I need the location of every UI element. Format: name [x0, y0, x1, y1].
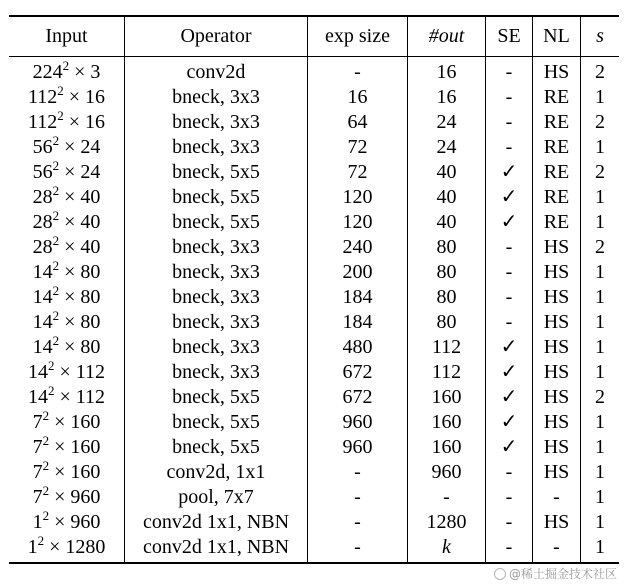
input-exponent: 2	[62, 58, 70, 73]
input-channels: × 40	[59, 211, 101, 233]
cell-nl: RE	[533, 85, 581, 110]
cell-operator: bneck, 3x3	[125, 260, 308, 285]
cell-stride: 1	[581, 360, 620, 385]
input-exponent: 2	[37, 535, 45, 548]
cell-operator: bneck, 5x5	[125, 210, 308, 235]
architecture-table	[9, 15, 619, 564]
cell-nl: HS	[533, 335, 581, 360]
cell-out: k	[408, 535, 486, 563]
watermark	[491, 564, 620, 583]
cell-out: 112	[408, 335, 486, 360]
cell-stride: 1	[581, 285, 620, 310]
cell-operator: conv2d 1x1, NBN	[125, 510, 308, 535]
cell-exp-size: 960	[308, 435, 408, 460]
cell-out: 40	[408, 210, 486, 235]
input-exponent: 2	[42, 510, 50, 523]
input-exponent: 2	[52, 135, 60, 148]
cell-stride: 1	[581, 335, 620, 360]
input-exponent: 2	[57, 85, 64, 98]
input-base: 14	[27, 361, 48, 383]
input-channels: × 80	[59, 261, 101, 283]
cell-stride: 2	[581, 385, 620, 410]
header-stride: s	[581, 16, 620, 57]
cell-exp-size: 64	[308, 110, 408, 135]
cell-input	[9, 210, 125, 235]
cell-se: -	[486, 260, 533, 285]
cell-nl: -	[533, 535, 581, 563]
cell-nl: HS	[533, 385, 581, 410]
table-row	[9, 135, 619, 160]
input-exponent: 2	[52, 260, 60, 273]
input-base: 224	[32, 61, 63, 83]
cell-out: 40	[408, 160, 486, 185]
header-out: #out	[408, 16, 486, 57]
table-row	[9, 410, 619, 435]
table-row	[9, 485, 619, 510]
cell-nl: HS	[533, 260, 581, 285]
cell-nl: HS	[533, 510, 581, 535]
cell-stride: 1	[581, 460, 620, 485]
table-row	[9, 435, 619, 460]
table-row	[9, 310, 619, 335]
input-channels: × 960	[49, 511, 101, 533]
cell-out: 160	[408, 410, 486, 435]
cell-operator: bneck, 3x3	[125, 310, 308, 335]
input-exponent: 2	[52, 310, 60, 323]
cell-input	[9, 235, 125, 260]
cell-nl: RE	[533, 160, 581, 185]
table-row	[9, 360, 619, 385]
cell-input	[9, 135, 125, 160]
cell-se: -	[486, 535, 533, 563]
cell-exp-size: 672	[308, 385, 408, 410]
cell-out: 80	[408, 235, 486, 260]
table-body	[9, 57, 619, 564]
cell-operator: bneck, 3x3	[125, 335, 308, 360]
table-row	[9, 160, 619, 185]
cell-stride: 1	[581, 185, 620, 210]
input-base: 112	[27, 111, 58, 133]
cell-operator: bneck, 5x5	[125, 185, 308, 210]
cell-input	[9, 185, 125, 210]
input-base: 7	[32, 461, 43, 483]
cell-se: ✓	[486, 410, 533, 435]
cell-exp-size: 72	[308, 160, 408, 185]
cell-nl: RE	[533, 110, 581, 135]
input-exponent: 2	[52, 335, 60, 348]
input-exponent: 2	[42, 485, 50, 498]
cell-se: ✓	[486, 210, 533, 235]
cell-operator: bneck, 3x3	[125, 135, 308, 160]
watermark-logo-icon	[494, 568, 506, 580]
header-se: SE	[486, 16, 533, 57]
input-exponent: 2	[52, 185, 60, 198]
cell-out: 160	[408, 385, 486, 410]
table-row	[9, 385, 619, 410]
cell-nl: HS	[533, 410, 581, 435]
cell-out: 112	[408, 360, 486, 385]
cell-se: -	[486, 85, 533, 110]
input-base: 28	[32, 211, 53, 233]
input-base: 7	[32, 486, 43, 508]
cell-nl: HS	[533, 285, 581, 310]
input-channels: × 112	[54, 361, 106, 383]
cell-exp-size: 200	[308, 260, 408, 285]
cell-stride: 1	[581, 135, 620, 160]
cell-exp-size: 120	[308, 210, 408, 235]
input-exponent: 2	[42, 410, 50, 423]
input-channels: × 3	[69, 61, 101, 83]
header-nl: NL	[533, 16, 581, 57]
input-channels: × 16	[63, 86, 106, 108]
cell-exp-size: -	[308, 460, 408, 485]
cell-out: 24	[408, 135, 486, 160]
cell-nl: RE	[533, 185, 581, 210]
cell-input	[9, 435, 125, 460]
input-base: 112	[27, 86, 58, 108]
cell-stride: 1	[581, 510, 620, 535]
cell-operator: bneck, 5x5	[125, 385, 308, 410]
cell-stride: 2	[581, 110, 620, 135]
input-exponent: 2	[52, 160, 60, 173]
cell-nl: HS	[533, 360, 581, 385]
cell-nl: HS	[533, 435, 581, 460]
cell-stride: 2	[581, 235, 620, 260]
table-row	[9, 335, 619, 360]
cell-exp-size: 240	[308, 235, 408, 260]
table-row	[9, 210, 619, 235]
cell-se: -	[486, 310, 533, 335]
table-row	[9, 260, 619, 285]
cell-nl: HS	[533, 57, 581, 86]
cell-stride: 1	[581, 485, 620, 510]
cell-exp-size: 120	[308, 185, 408, 210]
table-row	[9, 235, 619, 260]
cell-se: ✓	[486, 185, 533, 210]
cell-input	[9, 460, 125, 485]
cell-stride: 1	[581, 260, 620, 285]
cell-exp-size: -	[308, 57, 408, 86]
cell-stride: 1	[581, 535, 620, 563]
cell-input	[9, 57, 125, 86]
cell-stride: 1	[581, 410, 620, 435]
cell-input	[9, 385, 125, 410]
cell-exp-size: -	[308, 535, 408, 563]
input-base: 7	[32, 436, 43, 458]
cell-operator: pool, 7x7	[125, 485, 308, 510]
cell-out: 80	[408, 260, 486, 285]
cell-out: 1280	[408, 510, 486, 535]
cell-se: -	[486, 135, 533, 160]
table-header-row	[9, 16, 619, 57]
cell-se: ✓	[486, 360, 533, 385]
input-base: 14	[27, 386, 48, 408]
cell-nl: HS	[533, 460, 581, 485]
cell-out: 16	[408, 85, 486, 110]
cell-stride: 1	[581, 435, 620, 460]
header-input: Input	[45, 25, 88, 47]
cell-se: -	[486, 110, 533, 135]
table-row	[9, 85, 619, 110]
cell-operator: conv2d 1x1, NBN	[125, 535, 308, 563]
cell-stride: 2	[581, 160, 620, 185]
input-channels: × 960	[49, 486, 101, 508]
input-base: 28	[32, 186, 53, 208]
cell-se: -	[486, 235, 533, 260]
cell-input	[9, 360, 125, 385]
input-channels: × 24	[59, 136, 101, 158]
cell-out: 80	[408, 285, 486, 310]
cell-exp-size: 184	[308, 285, 408, 310]
cell-nl: HS	[533, 235, 581, 260]
input-channels: × 112	[54, 386, 106, 408]
input-base: 56	[32, 161, 53, 183]
architecture-table-container	[9, 15, 613, 564]
cell-exp-size: 72	[308, 135, 408, 160]
input-channels: × 160	[49, 411, 101, 433]
cell-exp-size: 960	[308, 410, 408, 435]
cell-se: -	[486, 57, 533, 86]
cell-out: 24	[408, 110, 486, 135]
cell-input	[9, 260, 125, 285]
cell-exp-size: 16	[308, 85, 408, 110]
input-base: 14	[32, 336, 53, 358]
cell-exp-size: 480	[308, 335, 408, 360]
input-base: 56	[32, 136, 53, 158]
cell-operator: bneck, 3x3	[125, 235, 308, 260]
input-channels: × 40	[59, 186, 101, 208]
cell-operator: bneck, 3x3	[125, 110, 308, 135]
cell-stride: 1	[581, 210, 620, 235]
watermark-text: @稀土掘金技术社区	[508, 567, 617, 581]
cell-se: ✓	[486, 435, 533, 460]
cell-input	[9, 535, 125, 563]
input-channels: × 40	[59, 236, 101, 258]
cell-input	[9, 410, 125, 435]
input-exponent: 2	[52, 285, 60, 298]
cell-se: -	[486, 285, 533, 310]
cell-operator: bneck, 5x5	[125, 410, 308, 435]
cell-input	[9, 335, 125, 360]
input-base: 14	[32, 286, 53, 308]
cell-se: ✓	[486, 385, 533, 410]
input-base: 7	[32, 411, 43, 433]
cell-exp-size: -	[308, 510, 408, 535]
cell-input	[9, 485, 125, 510]
input-exponent: 2	[52, 235, 60, 248]
cell-operator: bneck, 3x3	[125, 285, 308, 310]
table-row	[9, 110, 619, 135]
table-row	[9, 285, 619, 310]
cell-input	[9, 110, 125, 135]
table-row	[9, 510, 619, 535]
input-base: 14	[32, 311, 53, 333]
cell-out: 960	[408, 460, 486, 485]
table-row	[9, 57, 619, 86]
cell-nl: HS	[533, 310, 581, 335]
cell-exp-size: 672	[308, 360, 408, 385]
input-exponent: 2	[57, 110, 64, 123]
cell-input	[9, 510, 125, 535]
cell-nl: RE	[533, 210, 581, 235]
input-base: 28	[32, 236, 53, 258]
cell-out: 40	[408, 185, 486, 210]
input-channels: × 24	[59, 161, 101, 183]
cell-input	[9, 310, 125, 335]
header-exp-size: exp size	[308, 16, 408, 57]
cell-operator: conv2d	[125, 57, 308, 86]
input-channels: × 80	[59, 336, 101, 358]
input-exponent: 2	[47, 385, 55, 398]
table-row	[9, 460, 619, 485]
cell-stride: 2	[581, 57, 620, 86]
cell-input	[9, 85, 125, 110]
cell-se: -	[486, 460, 533, 485]
input-channels: × 160	[49, 436, 101, 458]
cell-out: 16	[408, 57, 486, 86]
input-exponent: 2	[47, 360, 55, 373]
input-channels: × 16	[63, 111, 106, 133]
cell-se: -	[486, 485, 533, 510]
input-base: 14	[32, 261, 53, 283]
input-channels: × 160	[49, 461, 101, 483]
cell-stride: 1	[581, 85, 620, 110]
cell-nl: -	[533, 485, 581, 510]
input-exponent: 2	[42, 435, 50, 448]
header-operator: Operator	[125, 16, 308, 57]
cell-exp-size: -	[308, 485, 408, 510]
input-channels: × 1280	[44, 536, 106, 558]
cell-input	[9, 160, 125, 185]
input-base: 1	[32, 511, 43, 533]
cell-out: 80	[408, 310, 486, 335]
cell-operator: bneck, 3x3	[125, 85, 308, 110]
input-channels: × 80	[59, 286, 101, 308]
input-exponent: 2	[42, 460, 50, 473]
cell-se: ✓	[486, 160, 533, 185]
cell-operator: bneck, 5x5	[125, 435, 308, 460]
table-row	[9, 185, 619, 210]
cell-se: ✓	[486, 335, 533, 360]
cell-nl: RE	[533, 135, 581, 160]
input-exponent: 2	[52, 210, 60, 223]
cell-stride: 1	[581, 310, 620, 335]
cell-operator: conv2d, 1x1	[125, 460, 308, 485]
cell-operator: bneck, 5x5	[125, 160, 308, 185]
input-base: 1	[27, 536, 38, 558]
table-row	[9, 535, 619, 563]
cell-se: -	[486, 510, 533, 535]
cell-out: -	[408, 485, 486, 510]
cell-operator: bneck, 3x3	[125, 360, 308, 385]
cell-out: 160	[408, 435, 486, 460]
input-channels: × 80	[59, 311, 101, 333]
cell-exp-size: 184	[308, 310, 408, 335]
cell-input	[9, 285, 125, 310]
